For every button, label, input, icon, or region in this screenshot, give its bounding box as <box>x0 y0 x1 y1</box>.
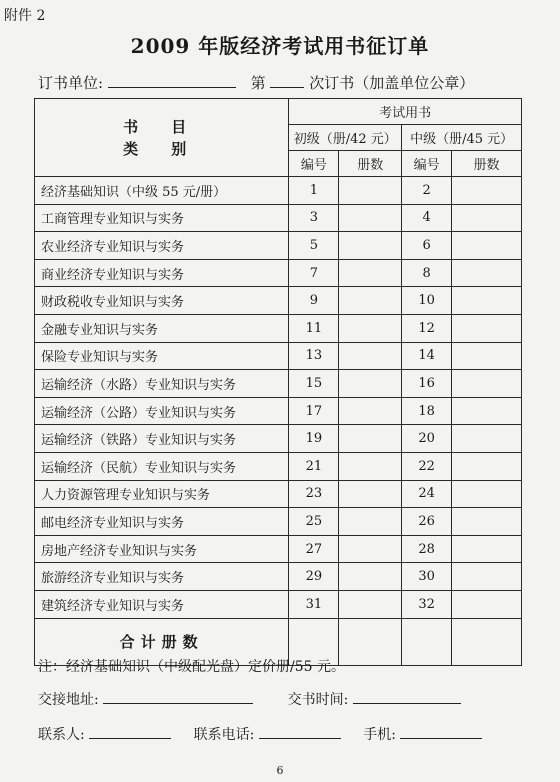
table-row <box>35 370 522 398</box>
intermediate-level-header: 中级（册/45 元） <box>402 125 522 151</box>
primary-qty-cell[interactable] <box>339 397 402 425</box>
intermediate-qty-cell[interactable] <box>452 563 522 591</box>
category-header <box>35 99 289 177</box>
exam-books-header: 考试用书 <box>289 99 522 125</box>
intermediate-qty-header: 册数 <box>452 151 522 177</box>
intermediate-qty-cell[interactable] <box>452 535 522 563</box>
table-row <box>35 287 522 315</box>
order-di-label: 第 <box>250 74 266 92</box>
order-unit-blank[interactable] <box>108 73 236 88</box>
primary-qty-cell[interactable] <box>339 452 402 480</box>
intermediate-code-cell: 18 <box>402 397 452 425</box>
table-row <box>35 204 522 232</box>
price-note: 注：经济基础知识（中级配光盘）定价册/55 元。 <box>38 659 345 675</box>
table-row <box>35 259 522 287</box>
intermediate-qty-cell[interactable] <box>452 370 522 398</box>
intermediate-qty-cell[interactable] <box>452 590 522 618</box>
book-name-cell: 运输经济（铁路）专业知识与实务 <box>35 425 289 453</box>
table-row <box>35 342 522 370</box>
order-unit-label: 订书单位: <box>38 74 104 92</box>
primary-level-header: 初级（册/42 元） <box>289 125 402 151</box>
primary-code-cell: 23 <box>289 480 339 508</box>
primary-qty-cell[interactable] <box>339 177 402 205</box>
primary-qty-cell[interactable] <box>339 535 402 563</box>
intermediate-code-cell: 30 <box>402 563 452 591</box>
intermediate-qty-cell[interactable] <box>452 342 522 370</box>
primary-qty-cell[interactable] <box>339 508 402 536</box>
intermediate-code-cell: 28 <box>402 535 452 563</box>
order-times-blank[interactable] <box>270 73 304 88</box>
primary-qty-cell[interactable] <box>339 342 402 370</box>
intermediate-code-cell: 26 <box>402 508 452 536</box>
table-row <box>35 480 522 508</box>
primary-qty-cell[interactable] <box>339 314 402 342</box>
book-name-cell: 经济基础知识（中级 55 元/册） <box>35 177 289 205</box>
primary-code-cell: 21 <box>289 452 339 480</box>
primary-qty-cell[interactable] <box>339 232 402 260</box>
table-row <box>35 177 522 205</box>
primary-code-cell: 1 <box>289 177 339 205</box>
category-header-line1: 书 目 <box>123 117 201 136</box>
intermediate-qty-cell[interactable] <box>452 177 522 205</box>
intermediate-qty-cell[interactable] <box>452 425 522 453</box>
primary-code-cell: 19 <box>289 425 339 453</box>
book-name-cell: 工商管理专业知识与实务 <box>35 204 289 232</box>
primary-qty-cell[interactable] <box>339 370 402 398</box>
primary-code-cell: 13 <box>289 342 339 370</box>
table-row <box>35 535 522 563</box>
table-row <box>35 397 522 425</box>
delivery-line <box>38 689 461 709</box>
primary-code-cell: 9 <box>289 287 339 315</box>
intermediate-code-cell: 2 <box>402 177 452 205</box>
contact-label: 联系人: <box>38 727 85 743</box>
book-name-cell: 人力资源管理专业知识与实务 <box>35 480 289 508</box>
attachment-label: 附件 2 <box>4 8 46 24</box>
primary-qty-header: 册数 <box>339 151 402 177</box>
primary-qty-cell[interactable] <box>339 287 402 315</box>
intermediate-code-header: 编号 <box>402 151 452 177</box>
book-name-cell: 邮电经济专业知识与实务 <box>35 508 289 536</box>
primary-qty-cell[interactable] <box>339 590 402 618</box>
delivery-address-label: 交接地址: <box>38 692 99 708</box>
intermediate-code-cell: 8 <box>402 259 452 287</box>
intermediate-code-cell: 4 <box>402 204 452 232</box>
primary-code-cell: 15 <box>289 370 339 398</box>
book-name-cell: 金融专业知识与实务 <box>35 314 289 342</box>
primary-code-cell: 31 <box>289 590 339 618</box>
total-intermediate-qty[interactable] <box>452 618 522 665</box>
intermediate-qty-cell[interactable] <box>452 397 522 425</box>
primary-code-header: 编号 <box>289 151 339 177</box>
primary-qty-cell[interactable] <box>339 204 402 232</box>
intermediate-qty-cell[interactable] <box>452 508 522 536</box>
primary-qty-cell[interactable] <box>339 563 402 591</box>
intermediate-code-cell: 24 <box>402 480 452 508</box>
total-intermediate-code <box>402 618 452 665</box>
order-times-label: 次订书（加盖单位公章） <box>309 74 475 92</box>
intermediate-qty-cell[interactable] <box>452 259 522 287</box>
delivery-time-blank[interactable] <box>353 689 461 704</box>
table-row <box>35 508 522 536</box>
page-title: 2009 年版经济考试用书征订单 <box>130 34 430 58</box>
delivery-address-blank[interactable] <box>103 689 253 704</box>
contact-line <box>38 724 482 744</box>
book-name-cell: 保险专业知识与实务 <box>35 342 289 370</box>
table-row <box>35 232 522 260</box>
book-name-cell: 房地产经济专业知识与实务 <box>35 535 289 563</box>
intermediate-qty-cell[interactable] <box>452 452 522 480</box>
book-name-cell: 运输经济（水路）专业知识与实务 <box>35 370 289 398</box>
primary-qty-cell[interactable] <box>339 259 402 287</box>
book-name-cell: 旅游经济专业知识与实务 <box>35 563 289 591</box>
intermediate-code-cell: 32 <box>402 590 452 618</box>
intermediate-code-cell: 6 <box>402 232 452 260</box>
page-number: 6 <box>276 764 284 777</box>
book-name-cell: 财政税收专业知识与实务 <box>35 287 289 315</box>
intermediate-qty-cell[interactable] <box>452 480 522 508</box>
table-row <box>35 314 522 342</box>
intermediate-qty-cell[interactable] <box>452 232 522 260</box>
intermediate-code-cell: 22 <box>402 452 452 480</box>
primary-code-cell: 27 <box>289 535 339 563</box>
intermediate-code-cell: 20 <box>402 425 452 453</box>
intermediate-code-cell: 10 <box>402 287 452 315</box>
primary-code-cell: 29 <box>289 563 339 591</box>
total-label: 合计册数 <box>35 618 289 665</box>
table-row <box>35 452 522 480</box>
primary-code-cell: 5 <box>289 232 339 260</box>
primary-qty-cell[interactable] <box>339 480 402 508</box>
primary-code-cell: 17 <box>289 397 339 425</box>
book-name-cell: 运输经济（公路）专业知识与实务 <box>35 397 289 425</box>
total-primary-qty[interactable] <box>339 618 402 665</box>
book-name-cell: 商业经济专业知识与实务 <box>35 259 289 287</box>
table-row <box>35 590 522 618</box>
intermediate-code-cell: 12 <box>402 314 452 342</box>
category-header-line2: 类 别 <box>123 139 201 158</box>
intermediate-qty-cell[interactable] <box>452 204 522 232</box>
primary-code-cell: 25 <box>289 508 339 536</box>
book-name-cell: 建筑经济专业知识与实务 <box>35 590 289 618</box>
table-row <box>35 563 522 591</box>
intermediate-code-cell: 14 <box>402 342 452 370</box>
mobile-blank[interactable] <box>400 724 482 739</box>
primary-qty-cell[interactable] <box>339 425 402 453</box>
table-row <box>35 425 522 453</box>
book-name-cell: 农业经济专业知识与实务 <box>35 232 289 260</box>
delivery-time-label: 交书时间: <box>287 692 349 708</box>
order-table <box>34 98 522 666</box>
primary-code-cell: 7 <box>289 259 339 287</box>
intermediate-code-cell: 16 <box>402 370 452 398</box>
intermediate-qty-cell[interactable] <box>452 287 522 315</box>
phone-blank[interactable] <box>259 724 341 739</box>
phone-label: 联系电话: <box>193 727 255 743</box>
mobile-label: 手机: <box>363 727 396 743</box>
primary-code-cell: 3 <box>289 204 339 232</box>
book-name-cell: 运输经济（民航）专业知识与实务 <box>35 452 289 480</box>
primary-code-cell: 11 <box>289 314 339 342</box>
order-unit-line <box>38 72 474 93</box>
intermediate-qty-cell[interactable] <box>452 314 522 342</box>
contact-blank[interactable] <box>89 724 171 739</box>
